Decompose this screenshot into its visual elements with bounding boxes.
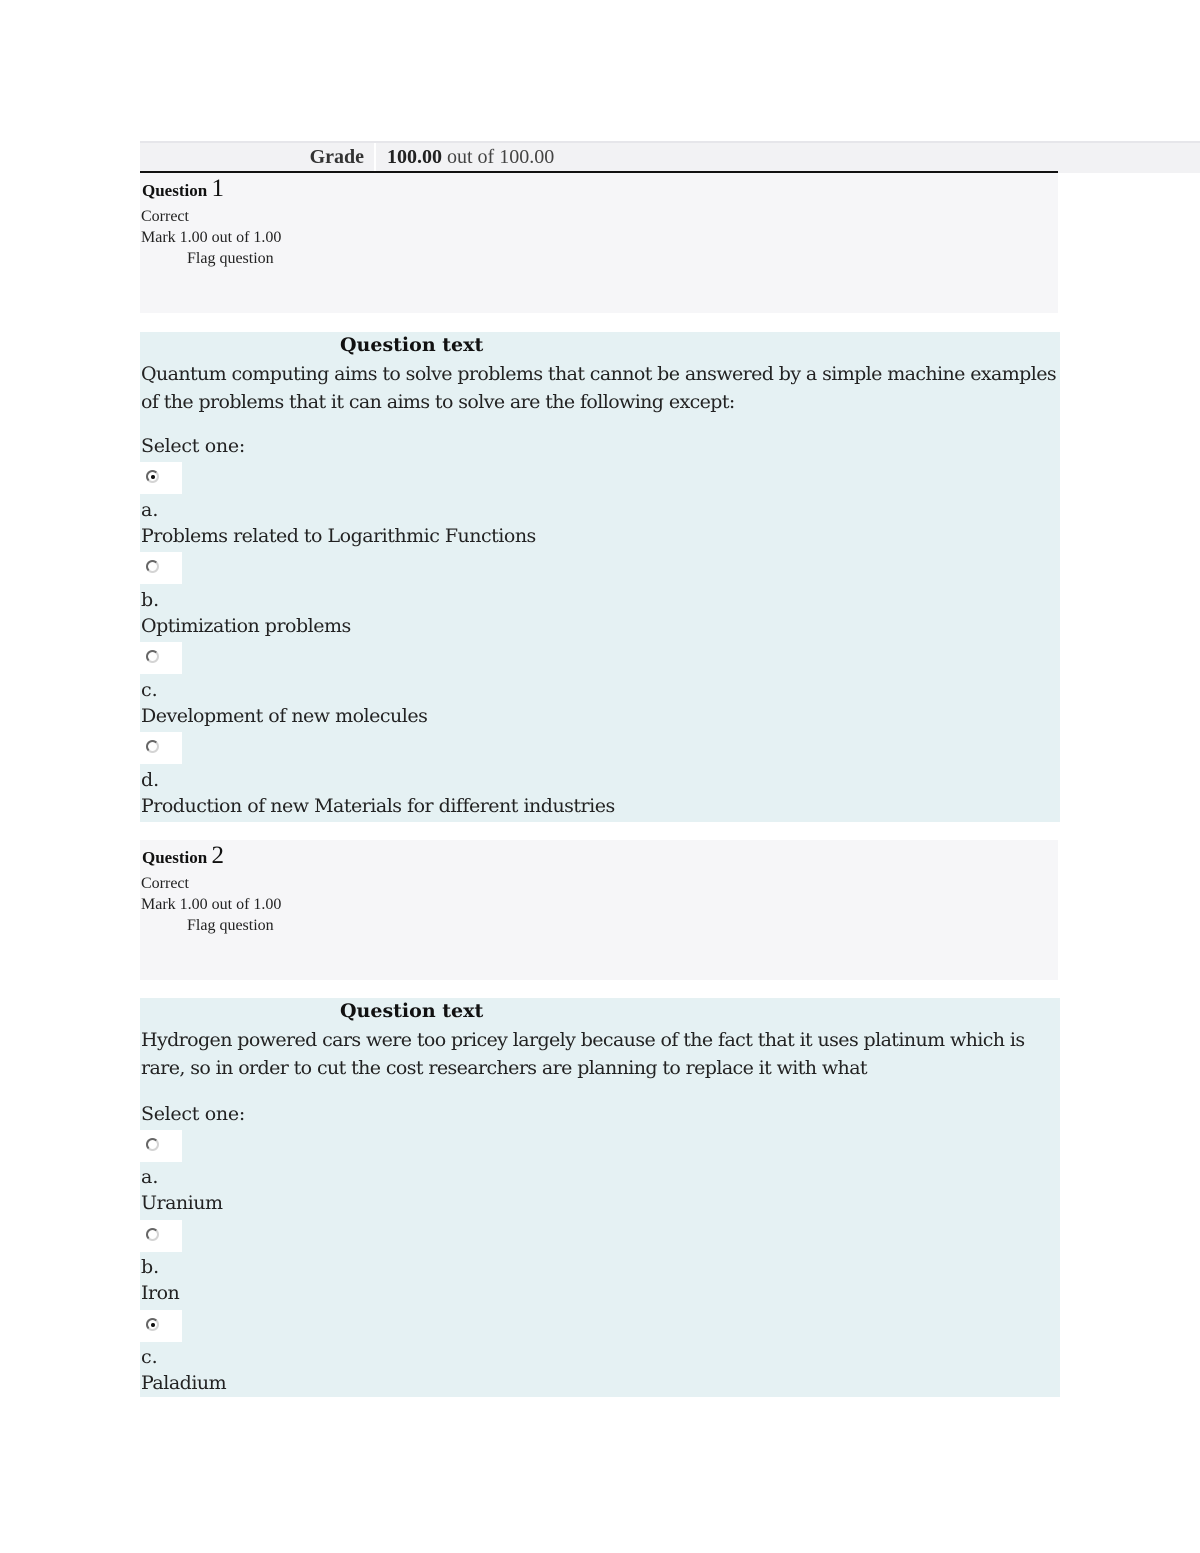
question-number: 2: [211, 842, 224, 869]
radio-unchecked-icon[interactable]: [146, 1138, 159, 1151]
question-1-text: Quantum computing aims to solve problems that cannot be answered by a simple machine examples of the problems that it can aims to solve are the following except:: [141, 363, 1056, 413]
question-2-option-c-radio-box[interactable]: [140, 1310, 182, 1342]
question-label: Question: [142, 181, 208, 200]
question-1-option-d-letter: d.: [141, 769, 160, 791]
question-1-option-b-label[interactable]: Optimization problems: [141, 615, 351, 637]
grade-cell-divider: [374, 143, 376, 171]
question-1-option-a-label[interactable]: Problems related to Logarithmic Functions: [141, 525, 536, 547]
question-2-option-a-label[interactable]: Uranium: [141, 1192, 223, 1214]
question-1-option-d-label[interactable]: Production of new Materials for different industries: [141, 795, 615, 817]
question-2-select-prompt: Select one:: [141, 1103, 245, 1125]
question-2-option-b-letter: b.: [141, 1256, 160, 1278]
question-1-option-a-letter: a.: [141, 499, 159, 521]
grade-out-of: out of 100.00: [442, 146, 555, 168]
question-2-option-c-label[interactable]: Paladium: [141, 1372, 227, 1394]
question-number: 1: [211, 175, 224, 202]
question-1-option-c-label[interactable]: Development of new molecules: [141, 705, 428, 727]
question-label: Question: [142, 848, 208, 867]
question-1-select-prompt: Select one:: [141, 435, 245, 457]
question-1-content: [140, 332, 1060, 822]
radio-unchecked-icon[interactable]: [146, 560, 159, 573]
question-2-mark: Mark 1.00 out of 1.00: [141, 896, 282, 913]
question-2-option-b-label[interactable]: Iron: [141, 1282, 180, 1304]
radio-unchecked-icon[interactable]: [146, 1228, 159, 1241]
question-1-state: Correct: [141, 208, 189, 225]
question-2-flag-link[interactable]: Flag question: [187, 917, 274, 934]
question-1-info: [140, 173, 1058, 313]
question-1-option-b-letter: b.: [141, 589, 160, 611]
question-1-option-b-radio-box[interactable]: [140, 552, 182, 584]
question-2-text: Hydrogen powered cars were too pricey largely because of the fact that it uses platinum which is rare, so in order to cut the cost researchers are planning to replace it with what: [141, 1029, 1025, 1079]
grade-value: [387, 146, 554, 169]
question-2-option-a-radio-box[interactable]: [140, 1130, 182, 1162]
question-2-title: [142, 842, 224, 870]
question-2-content: [140, 998, 1060, 1397]
question-1-option-c-radio-box[interactable]: [140, 642, 182, 674]
question-1-option-d-radio-box[interactable]: [140, 732, 182, 764]
question-2-info: [140, 840, 1058, 980]
question-1-text-header: Question text: [340, 334, 484, 356]
question-2-option-a-letter: a.: [141, 1166, 159, 1188]
question-2-text-header: Question text: [340, 1000, 484, 1022]
question-1-mark: Mark 1.00 out of 1.00: [141, 229, 282, 246]
question-2-option-c-letter: c.: [141, 1346, 158, 1368]
question-1-option-c-letter: c.: [141, 679, 158, 701]
radio-checked-icon[interactable]: [146, 1318, 159, 1331]
question-1-option-a-radio-box[interactable]: [140, 462, 182, 494]
radio-unchecked-icon[interactable]: [146, 650, 159, 663]
question-1-flag-link[interactable]: Flag question: [187, 250, 274, 267]
radio-checked-icon[interactable]: [146, 470, 159, 483]
question-2-option-b-radio-box[interactable]: [140, 1220, 182, 1252]
question-2-state: Correct: [141, 875, 189, 892]
radio-unchecked-icon[interactable]: [146, 740, 159, 753]
grade-score: 100.00: [387, 146, 442, 168]
grade-label: Grade: [309, 146, 364, 168]
question-1-title: [142, 175, 224, 203]
